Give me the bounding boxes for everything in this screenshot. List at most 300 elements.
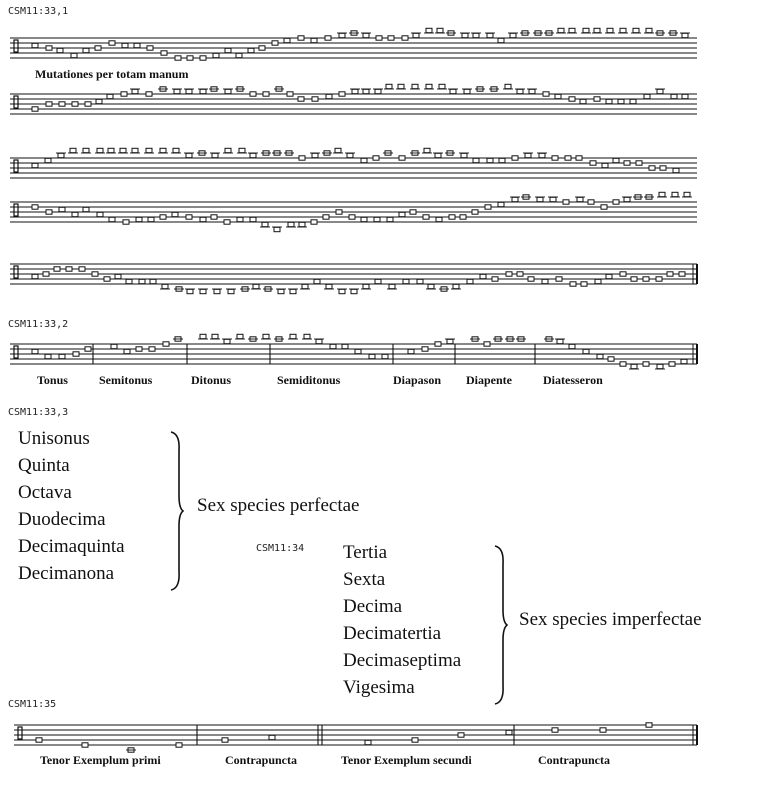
note-head <box>542 279 548 283</box>
note-head <box>82 743 88 747</box>
note-head <box>464 89 470 93</box>
note-head <box>250 153 256 157</box>
note-head <box>388 36 394 40</box>
note-head <box>347 153 353 157</box>
species-item: Unisonus <box>18 428 90 449</box>
note-head <box>120 148 126 152</box>
note-head <box>46 210 52 214</box>
note-head <box>487 33 493 37</box>
species-item: Decimaquinta <box>18 536 125 557</box>
note-head <box>512 197 518 201</box>
note-head <box>552 728 558 732</box>
interval-label-semiditonus: Semiditonus <box>277 373 341 387</box>
note-head <box>312 153 318 157</box>
note-head <box>72 212 78 216</box>
note-head <box>32 274 38 278</box>
note-head <box>389 284 395 288</box>
note-head <box>225 89 231 93</box>
note-head <box>557 339 563 343</box>
note-head <box>214 289 220 293</box>
clef-icon <box>14 96 18 108</box>
note-head <box>630 99 636 103</box>
section-id-4: CSM11:34 <box>256 543 305 554</box>
clef-icon <box>14 40 18 52</box>
note-head <box>95 46 101 50</box>
note-head <box>580 99 586 103</box>
note-head <box>274 227 280 231</box>
note-head <box>213 53 219 57</box>
note-head <box>323 215 329 219</box>
note-head <box>148 217 154 221</box>
note-head <box>583 349 589 353</box>
note-head <box>45 354 51 358</box>
note-head <box>175 56 181 60</box>
note-head <box>583 28 589 32</box>
clef-icon <box>14 160 18 172</box>
note-head <box>284 38 290 42</box>
note-head <box>46 102 52 106</box>
note-head <box>600 728 606 732</box>
note-head <box>304 334 310 338</box>
note-head <box>237 217 243 221</box>
note-head <box>136 347 142 351</box>
note-head <box>505 84 511 88</box>
note-head <box>382 354 388 358</box>
note-head <box>644 94 650 98</box>
note-head <box>83 148 89 152</box>
species-item: Decimanona <box>18 563 115 584</box>
note-head <box>462 33 468 37</box>
note-head <box>672 192 678 196</box>
note-head <box>624 197 630 201</box>
note-head <box>349 215 355 219</box>
note-head <box>224 339 230 343</box>
note-head <box>147 46 153 50</box>
species-item: Sexta <box>343 569 386 590</box>
staff-caption: Mutationes per totam manum <box>35 67 189 81</box>
example-label-tenor-primi: Tenor Exemplum primi <box>40 753 161 767</box>
note-head <box>46 46 52 50</box>
note-head <box>200 217 206 221</box>
note-head <box>174 89 180 93</box>
note-head <box>73 352 79 356</box>
note-head <box>363 89 369 93</box>
note-head <box>365 740 371 744</box>
note-head <box>59 354 65 358</box>
perfect-species-list <box>18 425 125 587</box>
note-head <box>437 28 443 32</box>
interval-label-diatesseron: Diatesseron <box>543 373 603 387</box>
note-head <box>186 215 192 219</box>
note-head <box>563 200 569 204</box>
note-head <box>673 168 679 172</box>
note-head <box>506 272 512 276</box>
species-item: Decimatertia <box>343 623 442 644</box>
interval-label-ditonus: Ditonus <box>191 373 232 387</box>
note-head <box>32 107 38 111</box>
note-head <box>109 217 115 221</box>
note-head <box>250 92 256 96</box>
note-head <box>326 94 332 98</box>
note-head <box>402 36 408 40</box>
species-item: Decima <box>343 596 403 617</box>
note-head <box>512 156 518 160</box>
example-label-contrapuncta-1: Contrapuncta <box>225 753 298 767</box>
note-head <box>123 220 129 224</box>
note-head <box>262 222 268 226</box>
note-head <box>97 212 103 216</box>
note-head <box>139 279 145 283</box>
note-head <box>355 349 361 353</box>
species-item: Vigesima <box>343 677 415 698</box>
note-head <box>263 334 269 338</box>
note-head <box>187 289 193 293</box>
note-head <box>149 347 155 351</box>
note-head <box>83 207 89 211</box>
note-head <box>85 102 91 106</box>
note-head <box>58 153 64 157</box>
note-head <box>550 197 556 201</box>
note-head <box>480 274 486 278</box>
note-head <box>351 289 357 293</box>
imperfect-species-label: Sex species imperfectae <box>519 609 702 630</box>
note-head <box>339 289 345 293</box>
note-head <box>200 334 206 338</box>
note-head <box>624 161 630 165</box>
note-head <box>426 28 432 32</box>
note-head <box>682 94 688 98</box>
note-head <box>259 46 265 50</box>
note-head <box>96 99 102 103</box>
note-head <box>439 84 445 88</box>
species-item: Decimaseptima <box>343 650 462 671</box>
note-head <box>435 153 441 157</box>
note-head <box>679 272 685 276</box>
note-head <box>577 197 583 201</box>
music-staff <box>0 340 771 374</box>
note-head <box>361 158 367 162</box>
note-head <box>376 36 382 40</box>
note-head <box>298 97 304 101</box>
note-head <box>298 36 304 40</box>
note-head <box>211 215 217 219</box>
note-head <box>671 94 677 98</box>
species-item: Duodecima <box>18 509 106 530</box>
note-head <box>682 33 688 37</box>
note-head <box>436 217 442 221</box>
note-head <box>453 284 459 288</box>
clef-icon <box>14 204 18 216</box>
interval-label-tonus: Tonus <box>37 373 68 387</box>
note-head <box>132 148 138 152</box>
note-head <box>657 364 663 368</box>
note-head <box>667 272 673 276</box>
note-head <box>620 272 626 276</box>
note-head <box>79 267 85 271</box>
note-head <box>290 334 296 338</box>
note-head <box>473 33 479 37</box>
interval-label-diapente: Diapente <box>466 373 512 387</box>
note-head <box>200 89 206 93</box>
clef-icon <box>14 346 18 358</box>
note-head <box>124 349 130 353</box>
note-head <box>72 102 78 106</box>
imperfect-species-list <box>343 539 461 701</box>
note-head <box>134 43 140 47</box>
species-item: Quinta <box>18 455 70 476</box>
note-head <box>59 207 65 211</box>
note-head <box>176 743 182 747</box>
note-head <box>449 215 455 219</box>
note-head <box>594 97 600 101</box>
note-head <box>569 344 575 348</box>
note-head <box>369 354 375 358</box>
note-head <box>342 344 348 348</box>
note-head <box>620 362 626 366</box>
note-head <box>363 33 369 37</box>
note-head <box>316 339 322 343</box>
note-head <box>410 210 416 214</box>
note-head <box>70 148 76 152</box>
clef-icon <box>18 727 22 739</box>
note-head <box>613 158 619 162</box>
section-id-1: CSM11:33,1 <box>8 6 69 17</box>
note-head <box>146 148 152 152</box>
note-head <box>669 362 675 366</box>
note-head <box>163 342 169 346</box>
note-head <box>43 272 49 276</box>
clef-icon <box>14 266 18 278</box>
note-head <box>352 89 358 93</box>
note-head <box>200 56 206 60</box>
note-head <box>657 89 663 93</box>
section-id-5: CSM11:35 <box>8 699 57 710</box>
note-head <box>558 28 564 32</box>
music-staff <box>0 721 771 755</box>
note-head <box>314 279 320 283</box>
note-head <box>132 89 138 93</box>
note-head <box>412 84 418 88</box>
note-head <box>160 215 166 219</box>
note-head <box>71 53 77 57</box>
staff-lines <box>14 725 697 745</box>
note-head <box>399 156 405 160</box>
note-head <box>517 89 523 93</box>
note-head <box>399 212 405 216</box>
section-id-3: CSM11:33,3 <box>8 407 69 418</box>
note-head <box>336 210 342 214</box>
note-head <box>413 33 419 37</box>
note-head <box>236 53 242 57</box>
note-head <box>248 48 254 52</box>
note-head <box>428 284 434 288</box>
note-head <box>659 192 665 196</box>
note-head <box>588 200 594 204</box>
note-head <box>311 220 317 224</box>
note-head <box>473 158 479 162</box>
note-head <box>290 289 296 293</box>
note-head <box>594 28 600 32</box>
note-head <box>187 56 193 60</box>
note-head <box>498 38 504 42</box>
note-head <box>555 94 561 98</box>
note-head <box>126 279 132 283</box>
note-head <box>330 344 336 348</box>
note-head <box>45 158 51 162</box>
note-head <box>684 192 690 196</box>
note-head <box>373 156 379 160</box>
note-head <box>59 102 65 106</box>
note-head <box>212 334 218 338</box>
note-head <box>484 342 490 346</box>
note-head <box>636 161 642 165</box>
note-head <box>339 92 345 96</box>
note-head <box>146 92 152 96</box>
note-head <box>601 205 607 209</box>
note-head <box>487 158 493 162</box>
note-head <box>608 357 614 361</box>
right-brace <box>492 544 508 706</box>
note-head <box>590 161 596 165</box>
note-head <box>643 362 649 366</box>
note-head <box>606 99 612 103</box>
note-head <box>150 279 156 283</box>
note-head <box>237 334 243 338</box>
note-head <box>556 277 562 281</box>
note-head <box>606 274 612 278</box>
note-head <box>288 222 294 226</box>
note-head <box>335 148 341 152</box>
note-head <box>646 28 652 32</box>
note-head <box>36 738 42 742</box>
note-head <box>269 735 275 739</box>
note-head <box>631 277 637 281</box>
right-brace <box>168 430 184 592</box>
note-head <box>299 156 305 160</box>
note-head <box>32 205 38 209</box>
note-head <box>485 205 491 209</box>
note-head <box>613 200 619 204</box>
note-head <box>517 272 523 276</box>
note-head <box>646 723 652 727</box>
note-head <box>32 349 38 353</box>
interval-label-diapason: Diapason <box>393 373 442 387</box>
music-staff <box>0 154 771 188</box>
note-head <box>162 284 168 288</box>
note-head <box>422 347 428 351</box>
note-head <box>458 733 464 737</box>
note-head <box>681 359 687 363</box>
note-head <box>57 48 63 52</box>
note-head <box>618 99 624 103</box>
note-head <box>620 28 626 32</box>
note-head <box>506 730 512 734</box>
note-head <box>525 153 531 157</box>
note-head <box>499 158 505 162</box>
note-head <box>633 28 639 32</box>
species-item: Tertia <box>343 542 388 563</box>
note-head <box>173 148 179 152</box>
note-head <box>104 277 110 281</box>
note-head <box>272 41 278 45</box>
note-head <box>85 347 91 351</box>
note-head <box>263 92 269 96</box>
interval-label-semitonus: Semitonus <box>99 373 153 387</box>
note-head <box>325 36 331 40</box>
note-head <box>222 738 228 742</box>
note-head <box>287 92 293 96</box>
note-head <box>435 342 441 346</box>
music-staff <box>0 198 771 232</box>
note-head <box>108 148 114 152</box>
note-head <box>660 166 666 170</box>
note-head <box>250 217 256 221</box>
section-id-2: CSM11:33,2 <box>8 319 69 330</box>
note-head <box>186 89 192 93</box>
note-head <box>472 210 478 214</box>
note-head <box>528 277 534 281</box>
note-head <box>576 156 582 160</box>
note-head <box>161 51 167 55</box>
note-head <box>363 284 369 288</box>
note-head <box>54 267 60 271</box>
note-head <box>66 267 72 271</box>
note-head <box>239 148 245 152</box>
note-head <box>278 289 284 293</box>
note-head <box>570 282 576 286</box>
note-head <box>107 94 113 98</box>
note-head <box>339 33 345 37</box>
note-head <box>565 156 571 160</box>
note-head <box>460 215 466 219</box>
note-head <box>302 284 308 288</box>
note-head <box>398 84 404 88</box>
note-head <box>543 92 549 96</box>
note-head <box>537 197 543 201</box>
music-staff <box>0 90 771 124</box>
note-head <box>569 97 575 101</box>
note-head <box>109 41 115 45</box>
note-head <box>447 339 453 343</box>
note-head <box>539 153 545 157</box>
perfect-species-label: Sex species perfectae <box>197 495 360 516</box>
note-head <box>408 349 414 353</box>
music-staff <box>0 260 771 294</box>
note-head <box>467 279 473 283</box>
note-head <box>228 289 234 293</box>
note-head <box>375 89 381 93</box>
note-head <box>602 163 608 167</box>
note-head <box>597 354 603 358</box>
note-head <box>424 148 430 152</box>
example-label-tenor-secundi: Tenor Exemplum secundi <box>341 753 472 767</box>
note-head <box>423 215 429 219</box>
note-head <box>122 43 128 47</box>
note-head <box>115 274 121 278</box>
note-head <box>212 153 218 157</box>
note-head <box>450 89 456 93</box>
note-head <box>32 43 38 47</box>
note-head <box>160 148 166 152</box>
note-head <box>186 153 192 157</box>
note-head <box>417 279 423 283</box>
music-staff <box>0 34 771 68</box>
note-head <box>83 48 89 52</box>
note-head <box>375 279 381 283</box>
note-head <box>225 148 231 152</box>
note-head <box>529 89 535 93</box>
note-head <box>361 217 367 221</box>
